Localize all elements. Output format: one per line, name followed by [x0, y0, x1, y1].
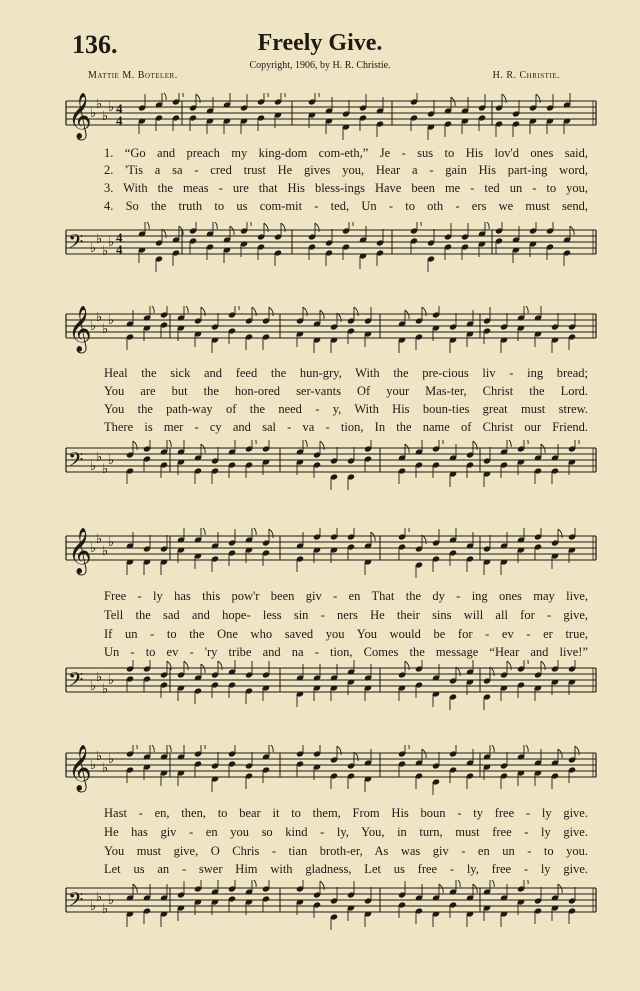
- lyric-verse-3: If un - to the One who saved you You would be for - ev - er true,: [104, 627, 588, 641]
- svg-text:♭: ♭: [96, 890, 103, 905]
- svg-text:4: 4: [116, 113, 123, 128]
- lyric-verse-3: You the path-way of the need - y, With His boun-ties great must strew.: [104, 402, 588, 416]
- svg-text:♭: ♭: [108, 535, 115, 550]
- lyric-verse-1: 1. “Go and preach my king-dom com-eth,” Je - sus to His lov'd ones said,: [104, 146, 588, 160]
- svg-text:♭: ♭: [102, 462, 109, 477]
- treble-clef-icon: 𝄞: [68, 93, 92, 139]
- svg-text:♭: ♭: [108, 752, 115, 767]
- lyric-verse-3: 3. With the meas - ure that His bless-ings Have been me - ted un - to you,: [104, 181, 588, 195]
- svg-text:♭: ♭: [96, 450, 103, 465]
- bass-clef-icon: 𝄢: [68, 448, 84, 476]
- treble-staff: [0, 93, 640, 141]
- lyric-verse-2: He has giv - en you so kind - ly, You, in turn, must free - ly give.: [104, 825, 588, 839]
- svg-text:♭: ♭: [90, 899, 97, 914]
- treble-clef-icon: 𝄞: [68, 745, 92, 791]
- svg-text:♭: ♭: [96, 670, 103, 685]
- lyric-verse-4: Let us an - swer Him with gladness, Let us free - ly, free - ly give.: [104, 862, 588, 876]
- svg-text:♭: ♭: [96, 310, 103, 325]
- lyric-verse-1: Heal the sick and feed the hun-gry, With the pre-cious liv - ing bread;: [104, 366, 588, 380]
- lyric-verse-3: You must give, O Chris - tian broth-er, As was giv - en un - to you.: [104, 844, 588, 858]
- svg-text:♭: ♭: [108, 673, 115, 688]
- lyric-verse-1: Hast - en, then, to bear it to them, From His boun - ty free - ly give.: [104, 806, 588, 820]
- treble-staff: [0, 528, 640, 580]
- bass-staff: [0, 880, 640, 942]
- bass-clef-icon: 𝄢: [68, 668, 84, 696]
- treble-clef-icon: 𝄞: [68, 528, 92, 574]
- svg-text:♭: ♭: [102, 244, 109, 259]
- lyric-verse-2: 2. 'Tis a sa - cred trust He gives you, Hear a - gain His part-ing word,: [104, 163, 588, 177]
- bass-staff: [0, 222, 640, 282]
- bass-clef-icon: 𝄢: [68, 230, 84, 258]
- bass-staff: [0, 440, 640, 502]
- svg-text:♭: ♭: [102, 682, 109, 697]
- svg-text:♭: ♭: [108, 100, 115, 115]
- composer-credit: H. R. Christie.: [492, 70, 560, 81]
- copyright-notice: Copyright, 1906, by H. R. Christie.: [249, 60, 391, 71]
- lyric-verse-2: You are but the hon-ored ser-vants Of your Mas-ter, Christ the Lord.: [104, 384, 588, 398]
- svg-text:♭: ♭: [90, 758, 97, 773]
- svg-text:♭: ♭: [90, 679, 97, 694]
- svg-text:♭: ♭: [108, 893, 115, 908]
- lyric-verse-2: Tell the sad and hope- less sin - ners He their sins will all for - give,: [104, 608, 588, 622]
- lyric-verse-4: There is mer - cy and sal - va - tion, In the name of Christ our Friend.: [104, 420, 588, 434]
- note-heads: [138, 93, 571, 140]
- treble-staff: [0, 306, 640, 358]
- svg-text:♭: ♭: [90, 459, 97, 474]
- svg-text:4: 4: [116, 242, 123, 257]
- svg-text:♭: ♭: [108, 313, 115, 328]
- svg-text:♭: ♭: [96, 97, 103, 112]
- lyricist-credit: Mattie M. Boteler.: [88, 70, 178, 81]
- treble-staff: [0, 745, 640, 801]
- hymn-number: 136.: [72, 30, 118, 59]
- svg-text:♭: ♭: [102, 109, 109, 124]
- lyric-verse-4: Un - to ev - 'ry tribe and na - tion, Comes the message “Hear and live!”: [104, 645, 588, 659]
- svg-text:♭: ♭: [102, 902, 109, 917]
- lyric-verse-4: 4. So the truth to us com-mit - ted, Un - to oth - ers we must send,: [104, 199, 588, 213]
- svg-text:♭: ♭: [90, 106, 97, 121]
- time-signature: [116, 101, 123, 128]
- svg-text:♭: ♭: [90, 319, 97, 334]
- time-signature: [116, 230, 123, 257]
- svg-text:♭: ♭: [102, 544, 109, 559]
- svg-text:♭: ♭: [96, 532, 103, 547]
- treble-clef-icon: 𝄞: [68, 306, 92, 352]
- svg-text:♭: ♭: [90, 241, 97, 256]
- bass-clef-icon: 𝄢: [68, 888, 84, 916]
- svg-text:♭: ♭: [102, 322, 109, 337]
- svg-text:4: 4: [116, 101, 123, 116]
- svg-text:♭: ♭: [90, 541, 97, 556]
- hymn-title: Freely Give.: [257, 30, 383, 56]
- svg-text:4: 4: [116, 230, 123, 245]
- svg-text:♭: ♭: [102, 761, 109, 776]
- lyric-verse-1: Free - ly has this pow'r been giv - en That the dy - ing ones may live,: [104, 589, 588, 603]
- svg-text:♭: ♭: [96, 232, 103, 247]
- bass-staff: [0, 660, 640, 722]
- svg-text:♭: ♭: [96, 749, 103, 764]
- svg-text:♭: ♭: [108, 453, 115, 468]
- note-heads: [126, 306, 576, 353]
- svg-text:♭: ♭: [108, 235, 115, 250]
